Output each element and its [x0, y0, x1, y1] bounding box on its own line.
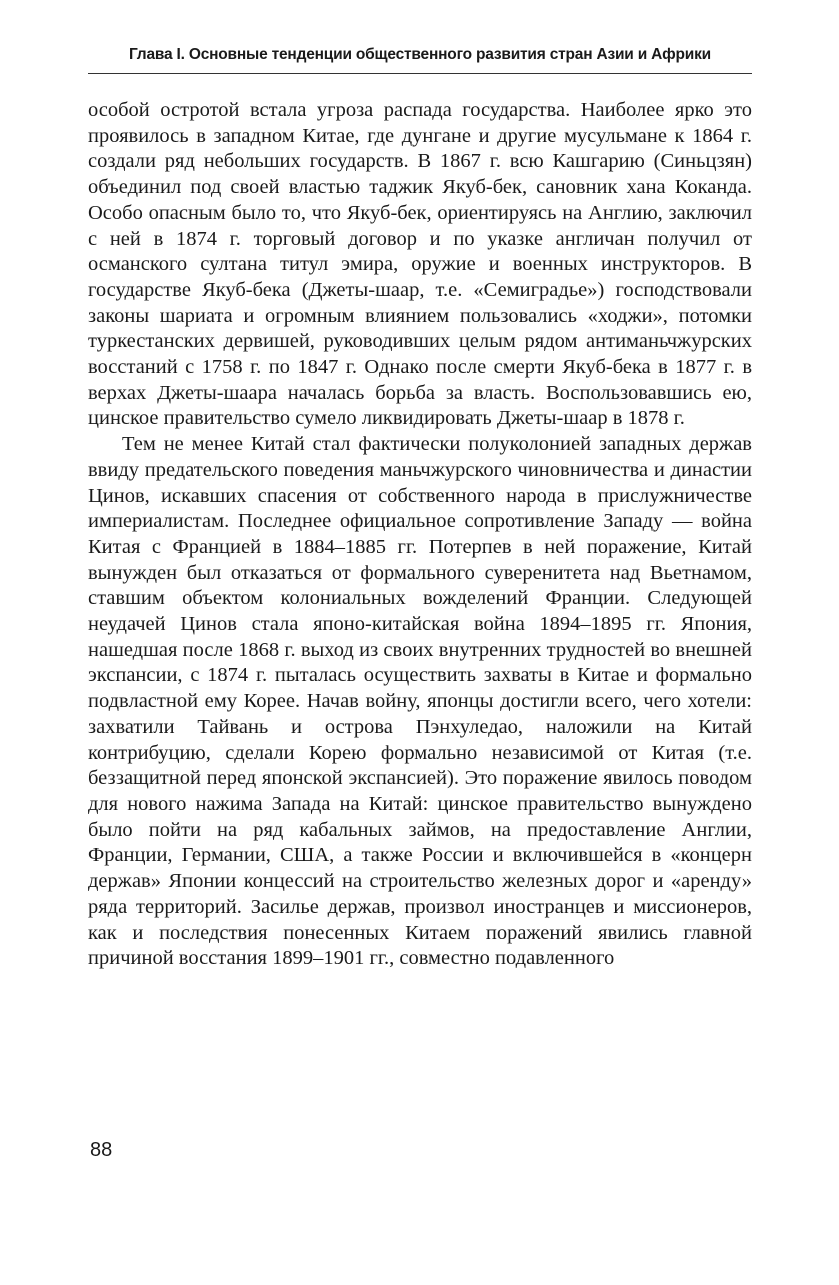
page-number: 88 [90, 1139, 113, 1161]
paragraph: Тем не менее Китай стал фактически полуколонией западных держав ввиду предательского поведения маньчжурского чиновничества и династии Цинов, искавших спасения от собственного народа в прислужничестве империалистам. Последнее официальное сопротивление Западу — война Китая с Францией в 1884–1885 гг. Потерпев в ней поражение, Китай вынужден был отказаться от формального суверенитета над Вьетнамом, ставшим объектом колониальных вожделений Франции. Следующей неудачей Цинов стала японо-китайская война 1894–1895 гг. Япония, нашедшая после 1868 г. выход из своих внутренних трудностей во внешней экспансии, с 1874 г. пыталась осуществить захваты в Китае и формально подвластной ему Корее. Начав войну, японцы достигли всего, чего хотели: захватили Тайвань и острова Пэнхуледао, наложили на Китай контрибуцию, сделали Корею формально независимой от Китая (т.е. беззащитной перед японской экспансией). Это поражение явилось поводом для нового нажима Запада на Китай: цинское правительство вынуждено было пойти на ряд кабальных займов, на предоставление Англии, Франции, Германии, США, а также России и включившейся в «концерн держав» Японии концессий на строительство железных дорог и «аренду» ряда территорий. Засилье держав, произвол иностранцев и миссионеров, как и последствия понесенных Китаем поражений явились главной причиной восстания 1899–1901 гг., совместно подавленного [88, 433, 752, 970]
body-text [88, 98, 752, 972]
header-divider [88, 73, 752, 74]
running-header: Глава I. Основные тенденции общественного развития стран Азии и Африки [128, 46, 712, 63]
paragraph: особой остротой встала угроза распада государства. Наиболее ярко это проявилось в западном Китае, где дунгане и другие мусульмане к 1864 г. создали ряд небольших государств. В 1867 г. всю Кашгарию (Синьцзян) объединил под своей властью таджик Якуб-бек, сановник хана Коканда. Особо опасным было то, что Якуб-бек, ориентируясь на Англию, заключил с ней в 1874 г. торговый договор и по указке англичан получил от османского султана титул эмира, оружие и военных инструкторов. В государстве Якуб-бека (Джеты-шаар, т.е. «Семиградье») господствовали законы шариата и огромным влиянием пользовались «ходжи», потомки туркестанских дервишей, руководивших целым рядом антиманьчжурских восстаний с 1758 г. по 1847 г. Однако после смерти Якуб-бека в 1877 г. в верхах Джеты-шаара началась борьба за власть. Воспользовавшись ею, цинское правительство сумело ликвидировать Джеты-шаар в 1878 г. [88, 99, 752, 430]
